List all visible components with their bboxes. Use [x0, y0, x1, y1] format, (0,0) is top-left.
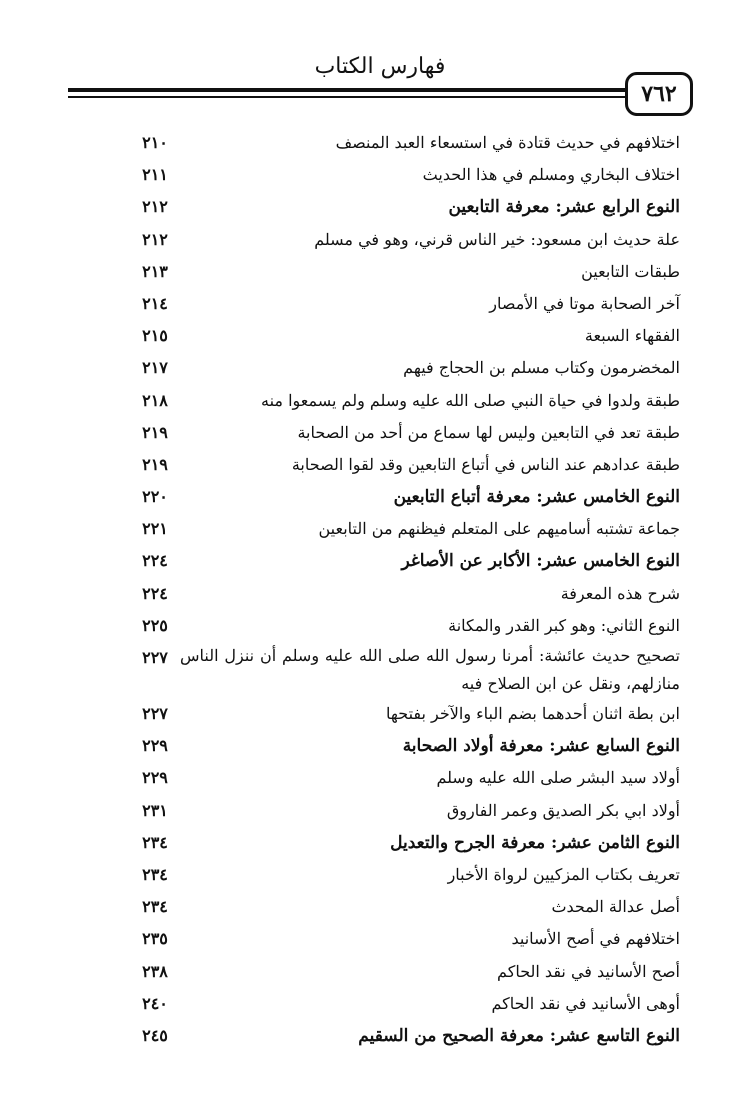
- toc-entry: [0, 891, 755, 923]
- toc-entry: [0, 224, 755, 256]
- toc-entry-page: ٢٢١: [142, 519, 168, 539]
- toc-entry-page: ٢٤٥: [142, 1025, 168, 1045]
- toc-entry-page: ٢٢٧: [142, 704, 168, 723]
- toc-entry: [0, 385, 755, 417]
- toc-entry: [0, 795, 755, 827]
- toc-entry-page: ٢٣٤: [142, 897, 168, 917]
- toc-entry-page: ٢١٩: [142, 454, 168, 474]
- toc-entry-page: ٢١٧: [142, 358, 168, 378]
- table-of-contents: [0, 127, 755, 1052]
- toc-entry-page: ٢٣٨: [142, 961, 168, 981]
- toc-entry-page: ٢٢٥: [142, 615, 168, 635]
- toc-entry-page: ٢٢٧: [142, 648, 168, 667]
- toc-entry-title: تعريف بكتاب المزكيين لرواة الأخبار: [447, 864, 680, 884]
- toc-section-heading: [0, 481, 755, 513]
- toc-entry-title: الفقهاء السبعة: [584, 326, 680, 346]
- running-title: فهارس الكتاب: [314, 54, 446, 79]
- toc-entry-page: ٢٣٤: [142, 864, 168, 884]
- toc-entry-title: آخر الصحابة موتا في الأمصار: [489, 293, 680, 313]
- toc-entry-title: اختلاف البخاري ومسلم في هذا الحديث: [422, 165, 680, 185]
- toc-entry: [0, 320, 755, 352]
- toc-entry: [0, 610, 755, 642]
- toc-entry-page: ٢٢٤: [142, 551, 168, 571]
- toc-entry-page: ٢٤٠: [142, 993, 168, 1013]
- page-number-box: [625, 72, 693, 116]
- toc-entry: [0, 859, 755, 891]
- toc-entry-title: شرح هذه المعرفة: [560, 583, 680, 603]
- toc-entry-page: ٢١١: [142, 165, 168, 185]
- header-rule-thick: [68, 88, 626, 92]
- toc-entry-title: النوع الرابع عشر: معرفة التابعين: [448, 197, 680, 218]
- toc-entry: [0, 513, 755, 545]
- toc-entry-page: ٢٢٠: [142, 487, 168, 507]
- toc-entry-title: جماعة تشتبه أساميهم على المتعلم فيظنهم من التابعين: [318, 519, 680, 539]
- toc-entry-title: أصل عدالة المحدث: [551, 897, 680, 917]
- toc-entry-title: تصحيح حديث عائشة: أمرنا رسول الله صلى الله عليه وسلم أن ننزل الناس منازلهم، ونقل عن ابن الصلاح فيه: [180, 646, 680, 693]
- toc-entry-title: طبقة ولدوا في حياة النبي صلى الله عليه وسلم ولم يسمعوا منه: [261, 390, 680, 410]
- toc-entry-title: النوع الثاني: وهو كبر القدر والمكانة: [448, 615, 680, 635]
- toc-entry-title: أوهى الأسانيد في نقد الحاكم: [491, 993, 680, 1013]
- toc-section-heading: [0, 730, 755, 762]
- toc-entry-page: ٢١٢: [142, 229, 168, 249]
- toc-entry-page: ٢٣١: [142, 800, 168, 820]
- toc-entry-page: ٢١٨: [142, 390, 168, 410]
- toc-entry-page: ٢٣٥: [142, 929, 168, 949]
- toc-entry: [0, 578, 755, 610]
- toc-entry-title: أصح الأسانيد في نقد الحاكم: [497, 961, 680, 981]
- toc-entry-page: ٢١٣: [142, 261, 168, 281]
- toc-entry-page: ٢٢٩: [142, 768, 168, 788]
- toc-entry-page: ٢١٩: [142, 422, 168, 442]
- toc-entry-title: النوع التاسع عشر: معرفة الصحيح من السقيم: [358, 1025, 680, 1046]
- toc-entry: [0, 417, 755, 449]
- toc-entry-title: طبقات التابعين: [581, 261, 680, 281]
- toc-entry-title: أولاد ابي بكر الصديق وعمر الفاروق: [446, 800, 680, 820]
- toc-entry: [0, 762, 755, 794]
- toc-entry-page: ٢١٢: [142, 197, 168, 217]
- toc-entry-title: النوع السابع عشر: معرفة أولاد الصحابة: [402, 736, 680, 757]
- toc-entry-title: المخضرمون وكتاب مسلم بن الحجاج فيهم: [403, 358, 680, 378]
- toc-section-heading: [0, 1020, 755, 1052]
- toc-entry-title: طبقة عدادهم عند الناس في أتباع التابعين وقد لقوا الصحابة: [291, 454, 680, 474]
- toc-entry: [0, 159, 755, 191]
- toc-entry-page: ٢١٠: [142, 133, 168, 152]
- toc-entry: [0, 127, 755, 159]
- toc-entry-page: ٢١٥: [142, 326, 168, 346]
- page-header: [0, 0, 755, 110]
- toc-entry-title: طبقة تعد في التابعين وليس لها سماع من أحد من الصحابة: [297, 422, 680, 442]
- toc-entry-title: النوع الخامس عشر: الأكابر عن الأصاغر: [401, 551, 680, 572]
- toc-entry: [0, 449, 755, 481]
- toc-entry-page: ٢٣٤: [142, 832, 168, 852]
- toc-entry-title: ابن بطة اثنان أحدهما بضم الباء والآخر بفتحها: [386, 704, 680, 723]
- toc-entry: [0, 923, 755, 955]
- toc-entry-page: ٢١٤: [142, 293, 168, 313]
- toc-entry: [0, 956, 755, 988]
- toc-entry-page: ٢٢٤: [142, 583, 168, 603]
- toc-section-heading: [0, 545, 755, 577]
- toc-entry-title: اختلافهم في حديث قتادة في استسعاء العبد المنصف: [335, 133, 680, 152]
- toc-entry: [0, 288, 755, 320]
- toc-entry: [0, 642, 755, 698]
- toc-entry-title: النوع الخامس عشر: معرفة أتباع التابعين: [393, 487, 680, 508]
- toc-entry: [0, 352, 755, 384]
- toc-section-heading: [0, 191, 755, 223]
- toc-entry-page: ٢٢٩: [142, 736, 168, 756]
- page-number: ٧٦٢: [641, 81, 677, 107]
- toc-entry-title: علة حديث ابن مسعود: خير الناس قرني، وهو في مسلم: [314, 229, 680, 249]
- toc-entry: [0, 988, 755, 1020]
- toc-section-heading: [0, 827, 755, 859]
- toc-entry-title: النوع الثامن عشر: معرفة الجرح والتعديل: [390, 832, 680, 853]
- toc-entry-title: اختلافهم في أصح الأسانيد: [511, 929, 680, 949]
- header-rule-thin: [68, 96, 626, 98]
- toc-entry: [0, 698, 755, 730]
- toc-entry-title: أولاد سيد البشر صلى الله عليه وسلم: [436, 768, 680, 788]
- toc-entry: [0, 256, 755, 288]
